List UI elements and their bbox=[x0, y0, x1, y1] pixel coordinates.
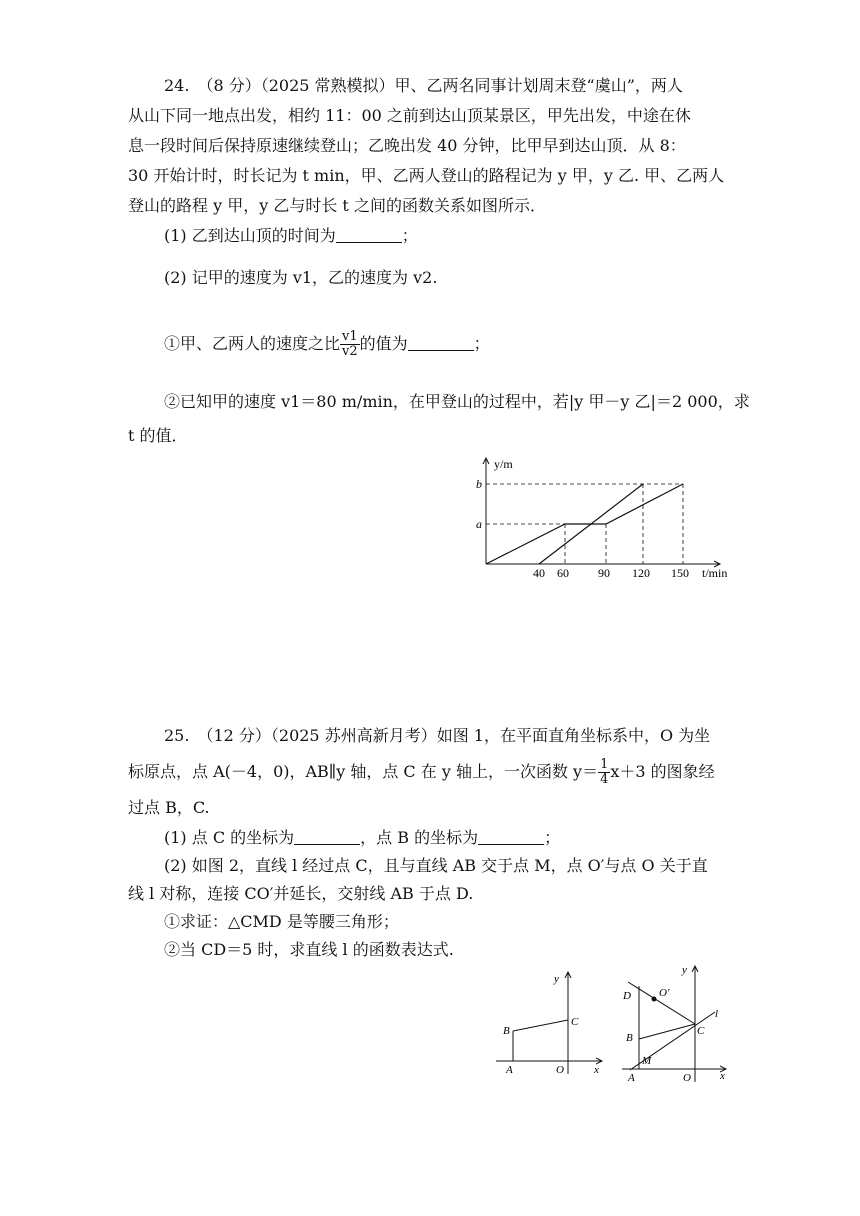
fraction-denominator: v2 bbox=[342, 344, 358, 359]
q24-line-4: 30 开始计时，时长记为 t min，甲、乙两人登山的路程记为 y 甲，y 乙. 甲、乙两人 bbox=[128, 166, 725, 185]
label-a: A bbox=[506, 1064, 513, 1076]
label-y: y bbox=[682, 964, 687, 976]
x-tick-120: 120 bbox=[632, 566, 650, 580]
q25-part2b: ②当 CD＝5 时，求直线 l 的函数表达式. bbox=[164, 940, 454, 959]
q24-line-5: 登山的路程 y 甲，y 乙与时长 t 之间的函数关系如图所示． bbox=[128, 196, 546, 215]
q24-line-2: 从山下同一地点出发，相约 11：00 之前到达山顶某景区，甲先出发，中途在休 bbox=[128, 106, 691, 125]
answer-blank[interactable] bbox=[478, 828, 544, 845]
label-o: O bbox=[556, 1064, 564, 1076]
q24-part1-end: ； bbox=[401, 226, 418, 245]
label-x: x bbox=[594, 1064, 599, 1076]
q25-part2a: ①求证：△CMD 是等腰三角形； bbox=[164, 912, 399, 931]
label-o: O bbox=[683, 1072, 691, 1084]
x-axis-label: t/min bbox=[702, 566, 728, 580]
x-tick-60: 60 bbox=[557, 566, 569, 580]
q24-part2a-end: ； bbox=[473, 334, 490, 353]
q24-part1 bbox=[164, 224, 418, 248]
q25-line-2 bbox=[128, 752, 715, 792]
q25-figure-2 bbox=[620, 962, 735, 1084]
x-tick-90: 90 bbox=[598, 566, 610, 580]
q24-part1-text: (1) 乙到达山顶的时间为 bbox=[164, 226, 336, 245]
q25-part2-line-2: 线 l 对称，连接 CO′并延长，交射线 AB 于点 D. bbox=[128, 884, 474, 903]
q25-part1-mid: ，点 B 的坐标为 bbox=[360, 828, 479, 847]
label-m: M bbox=[642, 1055, 652, 1067]
fraction-numerator: v1 bbox=[342, 329, 358, 344]
q25-line-1: 25. （12 分）（2025 苏州高新月考）如图 1，在平面直角坐标系中，O 为坐 bbox=[164, 726, 711, 745]
x-tick-150: 150 bbox=[671, 566, 689, 580]
y-axis-label: y/m bbox=[494, 457, 513, 471]
label-x: x bbox=[720, 1070, 725, 1082]
label-o-prime: O′ bbox=[659, 987, 670, 999]
q25-figure-1 bbox=[494, 968, 614, 1080]
label-b: B bbox=[503, 1025, 510, 1037]
label-l: l bbox=[715, 1008, 719, 1020]
q24-part2a-text: ①甲、乙两人的速度之比 bbox=[164, 334, 341, 353]
q25-part2-line-1: (2) 如图 2，直线 l 经过点 C，且与直线 AB 交于点 M，点 O′与点 O 关于直 bbox=[164, 856, 708, 875]
q25-part1-text: (1) 点 C 的坐标为 bbox=[164, 828, 295, 847]
label-d: D bbox=[623, 990, 631, 1002]
fraction-numerator: 1 bbox=[600, 757, 609, 772]
label-c: C bbox=[571, 1016, 579, 1028]
y-tick-a: a bbox=[476, 517, 482, 531]
answer-blank[interactable] bbox=[336, 226, 402, 243]
point-o-prime bbox=[652, 997, 657, 1002]
q24-part2a bbox=[164, 320, 490, 368]
speed-ratio-fraction bbox=[340, 330, 360, 359]
q25-line-3: 过点 B，C. bbox=[128, 798, 210, 817]
q25-line-2-end: x＋3 的图象经 bbox=[610, 762, 715, 781]
q24-part2: (2) 记甲的速度为 v1，乙的速度为 v2. bbox=[164, 268, 438, 287]
label-a: A bbox=[628, 1072, 635, 1084]
segment-bc bbox=[513, 1020, 568, 1031]
x-tick-40: 40 bbox=[533, 566, 545, 580]
fraction-denominator: 4 bbox=[600, 772, 609, 787]
label-b: B bbox=[626, 1032, 633, 1044]
y-tick-b: b bbox=[476, 477, 482, 491]
answer-blank[interactable] bbox=[294, 828, 360, 845]
q25-part1-end: ； bbox=[544, 828, 561, 847]
q24-line-1: 24. （8 分）（2025 常熟模拟）甲、乙两名同事计划周末登“虞山”，两人 bbox=[164, 76, 683, 95]
q24-part2b-line-2: t 的值． bbox=[128, 426, 188, 445]
q24-part2a-mid: 的值为 bbox=[359, 334, 408, 353]
answer-blank[interactable] bbox=[408, 334, 474, 351]
q24-line-3: 息一段时间后保持原速继续登山；乙晚出发 40 分钟，比甲早到达山顶．从 8： bbox=[128, 136, 686, 155]
label-y: y bbox=[554, 973, 559, 985]
label-c: C bbox=[697, 1025, 705, 1037]
slope-fraction bbox=[598, 758, 610, 787]
q24-function-graph bbox=[470, 452, 740, 582]
q24-part2b-line-1: ②已知甲的速度 v1＝80 m/min，在甲登山的过程中，若|y 甲－y 乙|＝2 000，求 bbox=[164, 392, 750, 411]
q25-line-2-text: 标原点，点 A(－4，0)，AB∥y 轴，点 C 在 y 轴上，一次函数 y＝ bbox=[128, 762, 599, 781]
line-yi bbox=[539, 484, 643, 564]
q25-part1 bbox=[164, 826, 560, 850]
